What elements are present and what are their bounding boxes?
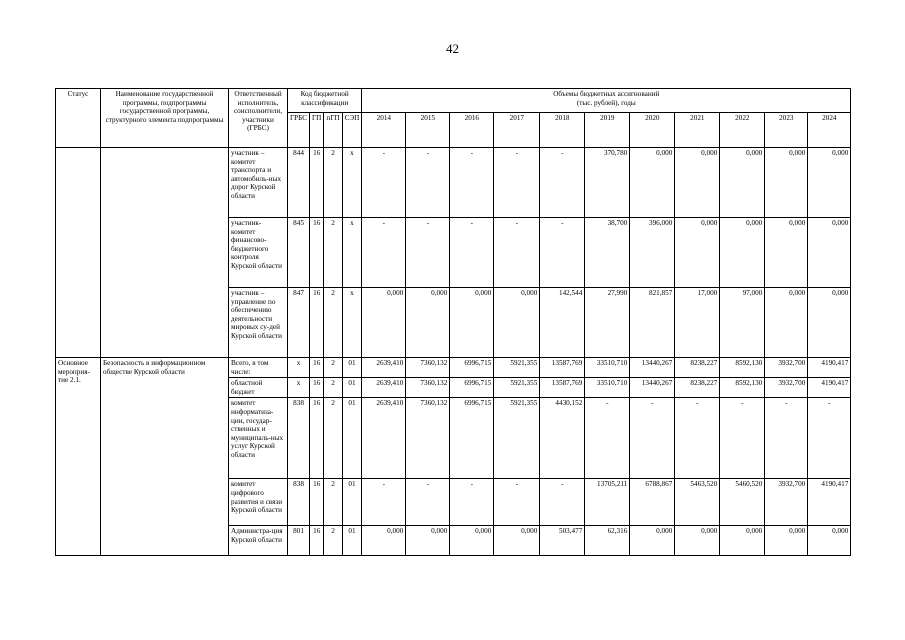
row-value: - [362,479,406,526]
row-value: 13587,769 [540,358,585,378]
row-name: Безопасность в информационном обществе Курской области [101,358,229,556]
row-value: 0,000 [494,526,540,556]
row-value: - [540,479,585,526]
row-code: 01 [342,378,362,398]
row-value: - [450,479,494,526]
row-value: 5921,355 [494,378,540,398]
row-code: х [342,148,362,218]
row-value: 0,000 [720,218,765,288]
table-row [56,148,851,218]
row-value: 0,000 [406,288,450,358]
row-code: 847 [288,288,310,358]
row-value: 5921,355 [494,358,540,378]
header-year: 2023 [765,113,808,148]
row-value: 8238,227 [675,358,720,378]
row-value: 0,000 [450,288,494,358]
row-value: - [540,218,585,288]
page-number: 42 [446,41,459,56]
row-value: - [494,148,540,218]
row-code: 2 [324,148,342,218]
row-value: 5460,520 [720,479,765,526]
header-code-col: ГРБС [288,113,310,148]
row-code: 16 [310,288,324,358]
row-value: 13587,769 [540,378,585,398]
row-value: - [450,218,494,288]
header-year: 2021 [675,113,720,148]
row-name [101,148,229,358]
row-value: 0,000 [808,526,851,556]
row-executor: Администра-ция Курской области [229,526,288,556]
row-value: - [630,398,675,479]
row-value: 6996,715 [450,378,494,398]
row-executor: комитет цифрового развития и связи Курской области [229,479,288,526]
table-row [56,358,851,378]
row-code: 838 [288,398,310,479]
row-value: 0,000 [808,148,851,218]
row-value: 5921,355 [494,398,540,479]
row-code: 16 [310,148,324,218]
row-value: 8592,130 [720,358,765,378]
row-code: х [342,288,362,358]
row-value: 4190,417 [808,358,851,378]
row-code: 845 [288,218,310,288]
header-year: 2017 [494,113,540,148]
row-value: 0,000 [765,526,808,556]
row-code: 16 [310,378,324,398]
row-value: 2639,410 [362,398,406,479]
row-value: 142,544 [540,288,585,358]
row-executor: участник – комитет транспорта и автомобиль-ных дорог Курской области [229,148,288,218]
row-value: - [406,218,450,288]
row-value: 7360,132 [406,378,450,398]
row-value: - [494,218,540,288]
header-executor: Ответственный исполнитель, соисполнители, участники (ГРБС) [229,89,288,148]
row-value: 0,000 [720,148,765,218]
header-year: 2014 [362,113,406,148]
row-status: Основное мероприя-тие 2.1. [56,358,101,556]
row-code: 2 [324,479,342,526]
row-value: 0,000 [675,526,720,556]
row-value: 3932,700 [765,479,808,526]
row-value: 0,000 [765,288,808,358]
row-value: - [585,398,630,479]
header-volumes-title: Объемы бюджетных ассигнований [553,90,660,98]
row-value: 27,990 [585,288,630,358]
header-volumes [362,89,851,113]
row-value: - [362,148,406,218]
row-value: 0,000 [675,148,720,218]
row-value: 0,000 [675,218,720,288]
row-value: 0,000 [765,148,808,218]
row-value: 0,000 [808,288,851,358]
row-value: 33510,710 [585,358,630,378]
row-value: 13705,211 [585,479,630,526]
row-value: 2639,410 [362,358,406,378]
header-code-col: пГП [324,113,342,148]
row-value: 3932,700 [765,358,808,378]
header-year: 2024 [808,113,851,148]
row-value: 370,780 [585,148,630,218]
row-value: 3932,700 [765,378,808,398]
row-executor: участник-комитет финансово-бюджетного контроля Курской области [229,218,288,288]
row-code: 16 [310,358,324,378]
row-value: 0,000 [450,526,494,556]
row-value: 7360,132 [406,398,450,479]
row-code: 01 [342,398,362,479]
row-code: 16 [310,398,324,479]
header-code-col: СЭП [342,113,362,148]
row-value: - [765,398,808,479]
row-executor: комитет информатиза-ции, государ-ственных и муниципаль-ных услуг Курской области [229,398,288,479]
row-value: 821,857 [630,288,675,358]
row-code: 2 [324,526,342,556]
row-value: 0,000 [494,288,540,358]
row-executor: участник – управление по обеспечению деятельности мировых су-дей Курской области [229,288,288,358]
row-code: 01 [342,358,362,378]
header-status: Статус [56,89,101,148]
row-value: 13440,267 [630,378,675,398]
row-value: 97,000 [720,288,765,358]
row-value: 4430,152 [540,398,585,479]
row-value: 6996,715 [450,398,494,479]
row-value: 38,700 [585,218,630,288]
row-code: 2 [324,288,342,358]
header-year: 2018 [540,113,585,148]
row-value: - [540,148,585,218]
row-value: 5463,520 [675,479,720,526]
row-code: х [288,378,310,398]
row-value: - [808,398,851,479]
row-status [56,148,101,358]
row-value: - [406,479,450,526]
row-value: 4190,417 [808,479,851,526]
row-value: 33510,710 [585,378,630,398]
row-value: - [406,148,450,218]
row-value: 503,477 [540,526,585,556]
header-year: 2022 [720,113,765,148]
row-code: х [288,358,310,378]
row-code: 2 [324,398,342,479]
row-code: 01 [342,526,362,556]
row-value: 0,000 [808,218,851,288]
row-value: 0,000 [630,148,675,218]
row-value: 0,000 [630,526,675,556]
header-name: Наименование государственной программы, подпрограммы государственной программы, структурного элемента подпрограммы [101,89,229,148]
header-code: Код бюджетной классификации [288,89,362,113]
header-code-col: ГП [310,113,324,148]
row-value: 6996,715 [450,358,494,378]
row-value: 13440,267 [630,358,675,378]
row-code: 2 [324,218,342,288]
row-code: 801 [288,526,310,556]
row-value: 17,000 [675,288,720,358]
row-value: 6788,867 [630,479,675,526]
row-value: 8238,227 [675,378,720,398]
row-value: - [720,398,765,479]
header-volumes-unit: (тыс. рублей), годы [576,98,636,107]
row-code: 844 [288,148,310,218]
header-year: 2019 [585,113,630,148]
row-value: 396,000 [630,218,675,288]
row-value: 0,000 [362,526,406,556]
row-value: 2639,410 [362,378,406,398]
row-executor: Всего, в том числе: [229,358,288,378]
row-value: - [675,398,720,479]
header-year: 2016 [450,113,494,148]
row-code: 838 [288,479,310,526]
row-code: 16 [310,526,324,556]
row-value: 62,316 [585,526,630,556]
row-value: 8592,130 [720,378,765,398]
row-value: 0,000 [362,288,406,358]
row-code: 01 [342,479,362,526]
row-value: 0,000 [406,526,450,556]
row-value: - [362,218,406,288]
row-value: 7360,132 [406,358,450,378]
row-code: 2 [324,358,342,378]
header-year: 2015 [406,113,450,148]
header-year: 2020 [630,113,675,148]
row-executor: областной бюджет [229,378,288,398]
row-code: х [342,218,362,288]
row-code: 16 [310,479,324,526]
row-value: 0,000 [720,526,765,556]
row-code: 2 [324,378,342,398]
row-code: 16 [310,218,324,288]
row-value: - [450,148,494,218]
row-value: 4190,417 [808,378,851,398]
row-value: 0,000 [765,218,808,288]
row-value: - [494,479,540,526]
budget-table [55,88,851,556]
